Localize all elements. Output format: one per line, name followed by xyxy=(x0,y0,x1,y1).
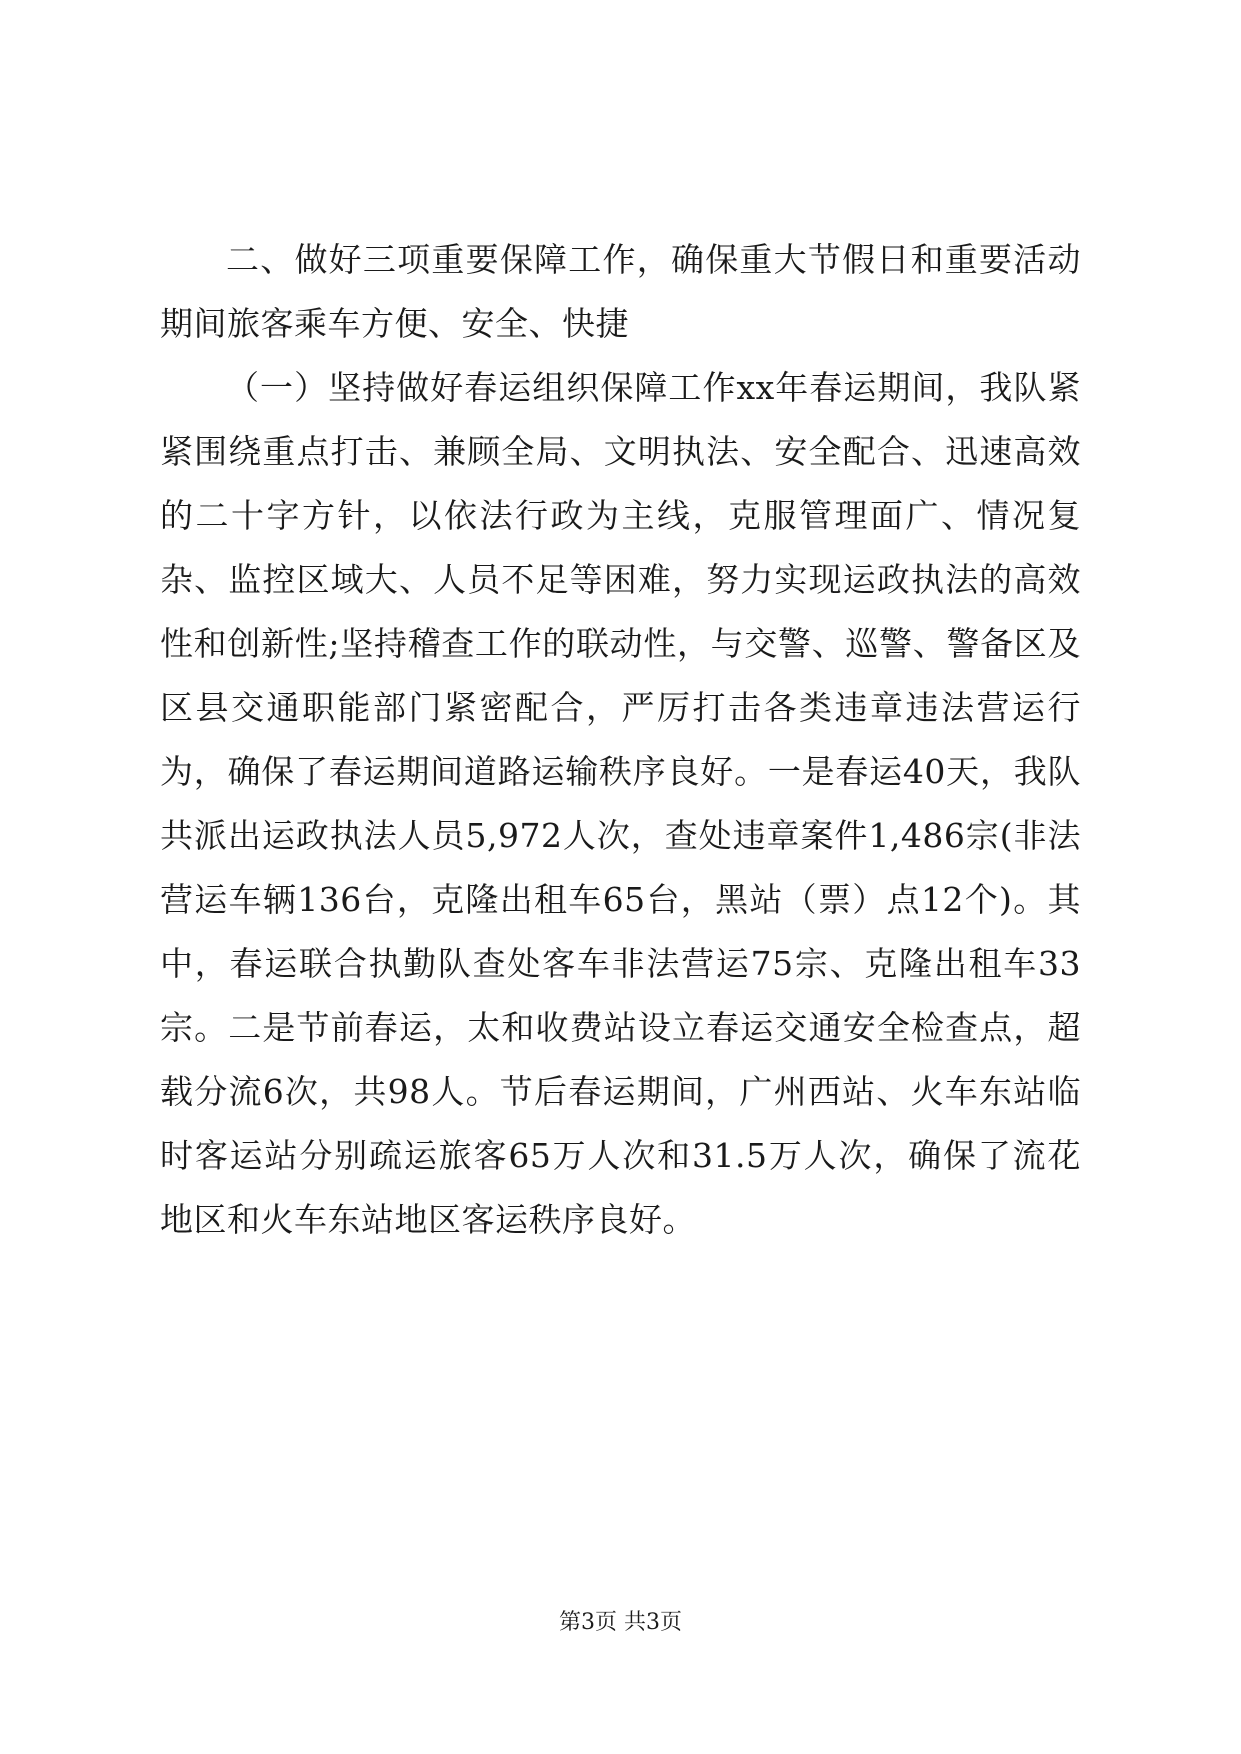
document-body xyxy=(160,228,1081,1252)
body-paragraph: （一）坚持做好春运组织保障工作xx年春运期间，我队紧紧围绕重点打击、兼顾全局、文明执法、安全配合、迅速高效的二十字方针，以依法行政为主线，克服管理面广、情况复杂、监控区域大、人员不足等困难，努力实现运政执法的高效性和创新性;坚持稽查工作的联动性，与交警、巡警、警备区及区县交通职能部门紧密配合，严厉打击各类违章违法营运行为，确保了春运期间道路运输秩序良好。一是春运40天，我队共派出运政执法人员5,972人次，查处违章案件1,486宗(非法营运车辆136台，克隆出租车65台，黑站（票）点12个)。其中，春运联合执勤队查处客车非法营运75宗、克隆出租车33宗。二是节前春运，太和收费站设立春运交通安全检查点，超载分流6次，共98人。节后春运期间，广州西站、火车东站临时客运站分别疏运旅客65万人次和31.5万人次，确保了流花地区和火车东站地区客运秩序良好。 xyxy=(160,368,1081,1239)
page-number-footer: 第3页 共3页 xyxy=(559,1610,682,1635)
section-heading-paragraph: 二、做好三项重要保障工作，确保重大节假日和重要活动期间旅客乘车方便、安全、快捷 xyxy=(160,240,1081,343)
